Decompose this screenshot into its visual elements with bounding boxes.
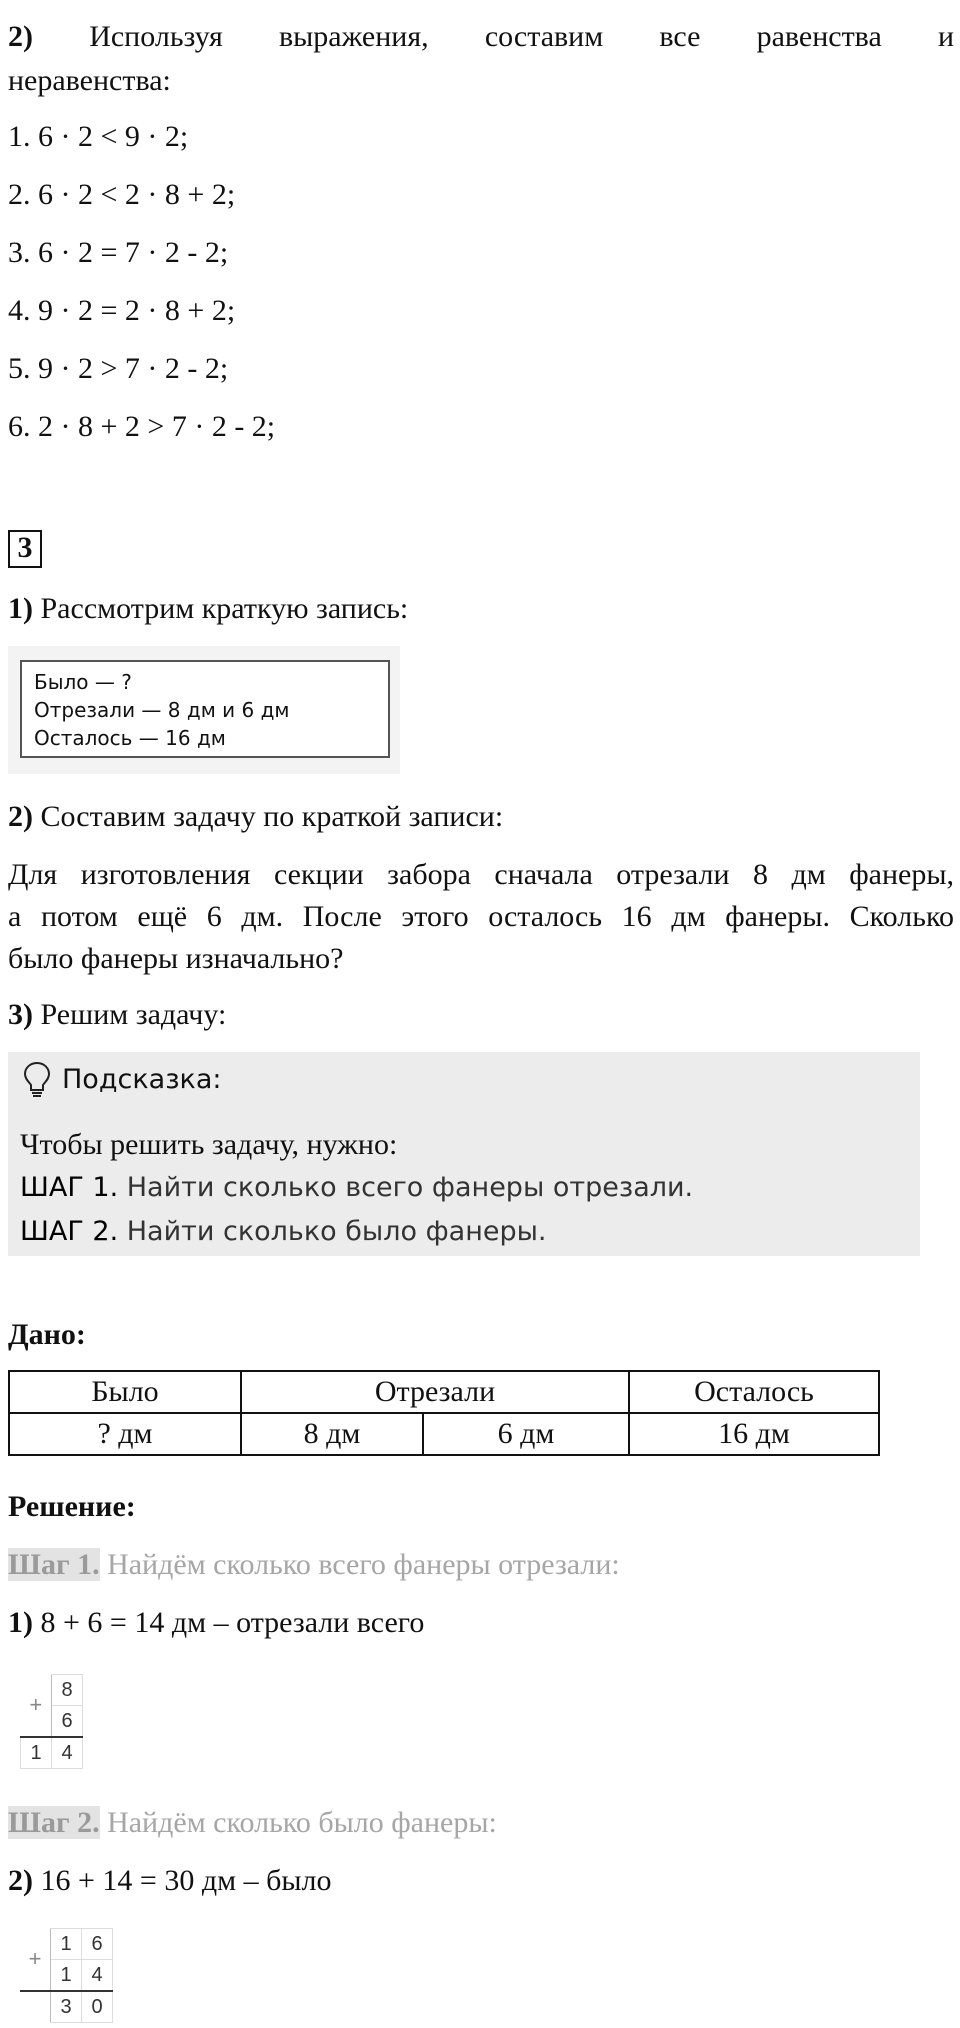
given-value-otrezali-1: 8 дм bbox=[241, 1413, 423, 1455]
hint-step-1: ШАГ 1. Найти сколько всего фанеры отрезали. bbox=[20, 1172, 694, 1203]
column-addition-1: + 8 6 1 4 bbox=[20, 1674, 83, 1769]
short-note-image bbox=[8, 646, 400, 774]
shag-1-text: Найдём сколько всего фанеры отрезали: bbox=[107, 1548, 620, 1581]
shag-2-text: Найдём сколько было фанеры: bbox=[107, 1806, 497, 1839]
short-note-line-2: Отрезали — 8 дм и 6 дм bbox=[34, 698, 290, 722]
part2-number: 2) bbox=[8, 20, 33, 53]
given-table-value-row bbox=[9, 1413, 879, 1455]
given-table-header-row bbox=[9, 1371, 879, 1413]
hint-lead: Чтобы решить задачу, нужно: bbox=[20, 1128, 398, 1161]
given-header-bylo: Было bbox=[9, 1371, 241, 1413]
shag-2-line bbox=[8, 1802, 497, 1844]
task3-step3: 3) Решим задачу: bbox=[8, 998, 227, 1031]
given-header-ostalos: Осталось bbox=[629, 1371, 879, 1413]
expression-item-4: 4. 9 · 2 = 2 · 8 + 2; bbox=[8, 294, 236, 327]
shag-1-line bbox=[8, 1544, 620, 1586]
task-number-box: 3 bbox=[8, 530, 42, 568]
shag-1-label: Шаг 1. bbox=[8, 1548, 100, 1581]
short-note-line-3: Осталось — 16 дм bbox=[34, 726, 226, 750]
part2-intro-line1: 2) Используя выражения, составим все равенства и bbox=[8, 20, 955, 53]
solution-label: Решение: bbox=[8, 1490, 136, 1523]
problem-line-3: было фанеры изначально? bbox=[8, 942, 344, 975]
hint-title: Подсказка: bbox=[62, 1064, 222, 1095]
short-note-line-1: Было — ? bbox=[34, 670, 132, 694]
given-header-otrezali: Отрезали bbox=[241, 1371, 629, 1413]
given-value-otrezali-2: 6 дм bbox=[423, 1413, 629, 1455]
part2-intro-line2: неравенства: bbox=[8, 64, 171, 97]
short-note-box bbox=[20, 660, 390, 758]
expression-item-2: 2. 6 · 2 < 2 · 8 + 2; bbox=[8, 178, 236, 211]
expression-item-1: 1. 6 · 2 < 9 · 2; bbox=[8, 120, 189, 153]
given-label: Дано: bbox=[8, 1318, 86, 1351]
equation-1: 1) 8 + 6 = 14 дм – отрезали всего bbox=[8, 1606, 425, 1639]
column-addition-2: + 1 6 1 4 3 0 bbox=[20, 1928, 113, 2023]
plus-sign: + bbox=[29, 1692, 43, 1718]
equation-2: 2) 16 + 14 = 30 дм – было bbox=[8, 1864, 332, 1897]
plus-sign: + bbox=[28, 1946, 42, 1972]
given-value-bylo: ? дм bbox=[9, 1413, 241, 1455]
shag-2-label: Шаг 2. bbox=[8, 1806, 100, 1839]
expression-item-6: 6. 2 · 8 + 2 > 7 · 2 - 2; bbox=[8, 410, 276, 443]
task3-step1: 1) Рассмотрим краткую запись: bbox=[8, 592, 409, 625]
hint-box bbox=[8, 1052, 920, 1256]
problem-line-1: Для изготовления секции забора сначала отрезали 8 дм фанеры, bbox=[8, 858, 954, 891]
lightbulb-icon bbox=[22, 1060, 52, 1100]
given-table bbox=[8, 1370, 880, 1456]
task3-step2: 2) Составим задачу по краткой записи: bbox=[8, 800, 504, 833]
given-value-ostalos: 16 дм bbox=[629, 1413, 879, 1455]
expression-item-3: 3. 6 · 2 = 7 · 2 - 2; bbox=[8, 236, 229, 269]
expression-item-5: 5. 9 · 2 > 7 · 2 - 2; bbox=[8, 352, 229, 385]
hint-step-2: ШАГ 2. Найти сколько было фанеры. bbox=[20, 1216, 547, 1247]
problem-line-2: а потом ещё 6 дм. После этого осталось 16 дм фанеры. Сколько bbox=[8, 900, 954, 933]
